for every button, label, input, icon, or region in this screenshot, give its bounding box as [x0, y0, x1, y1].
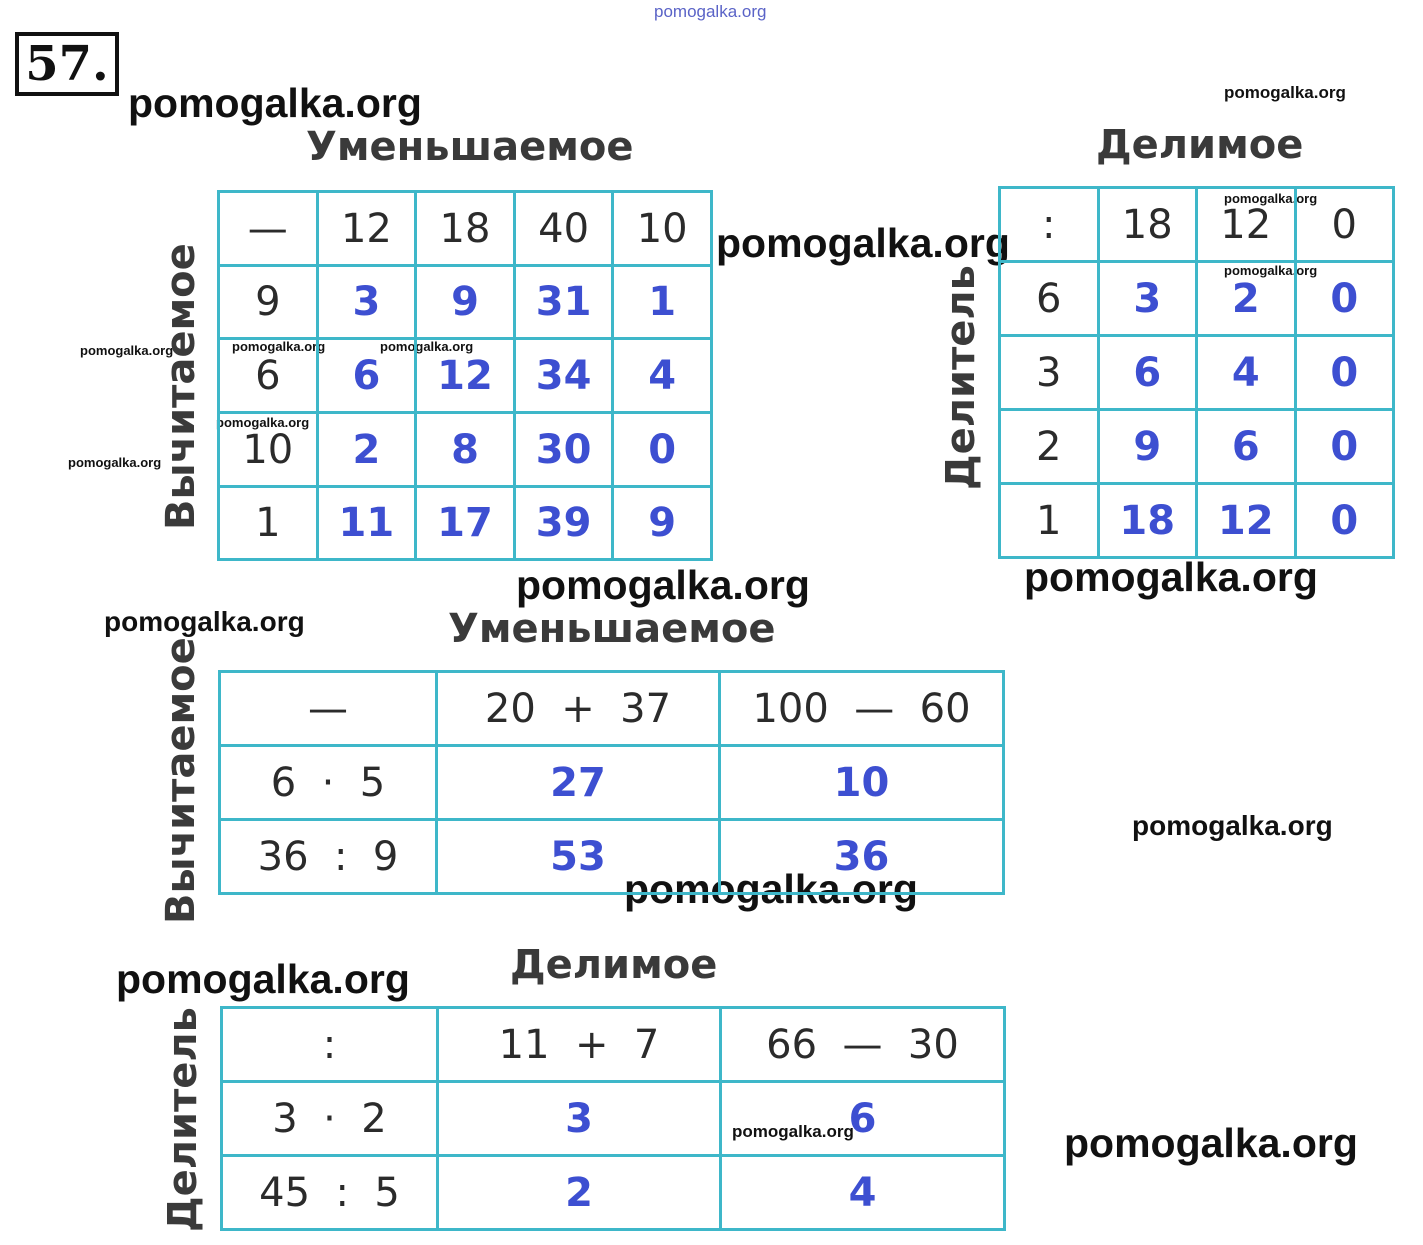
table1-answer-cell: 6 — [317, 339, 416, 413]
table4-answer-cell: 2 — [438, 1156, 721, 1230]
table2-col-header: 18 — [1098, 188, 1197, 262]
exercise-number: 57. — [15, 32, 119, 96]
table2-answer-cell: 6 — [1197, 410, 1296, 484]
watermark: pomogalka.org — [104, 606, 305, 637]
table4-answer-cell: 3 — [438, 1082, 721, 1156]
table3-row-header: 36 : 9 — [220, 820, 437, 894]
table2-answer-cell: 0 — [1295, 410, 1394, 484]
watermark: pomogalka.org — [1224, 263, 1318, 278]
table1-answer-cell: 8 — [416, 413, 515, 487]
table4-answer-cell: 6 — [721, 1082, 1005, 1156]
watermark: pomogalka.org — [1132, 810, 1333, 841]
table2-answer-cell: 0 — [1295, 484, 1394, 558]
table4-answer-cell: 4 — [721, 1156, 1005, 1230]
table4-row-heading: Делитель — [160, 1007, 206, 1232]
table3-col-header: 100 — 60 — [720, 672, 1004, 746]
table3-row-heading: Вычитаемое — [158, 637, 204, 924]
table2-row-header: 2 — [1000, 410, 1099, 484]
watermark: pomogalka.org — [516, 562, 810, 608]
table1-col-header: 12 — [317, 192, 416, 266]
table1-column-heading: Уменьшаемое — [306, 124, 634, 170]
table2-answer-cell: 6 — [1098, 336, 1197, 410]
table3-answer-cell: 27 — [437, 746, 720, 820]
table1-answer-cell: 9 — [613, 487, 712, 560]
table1-answer-cell: 9 — [416, 266, 515, 339]
table1-answer-cell: 4 — [613, 339, 712, 413]
table3-col-header: 20 + 37 — [437, 672, 720, 746]
table2-answer-cell: 3 — [1098, 262, 1197, 336]
table1-row-header: 10 — [219, 413, 318, 487]
watermark: pomogalka.org — [116, 956, 410, 1002]
watermark-top: pomogalka.org — [654, 2, 767, 21]
table1-answer-cell: 31 — [514, 266, 613, 339]
table2-row-header: 3 — [1000, 336, 1099, 410]
table1-corner: — — [219, 192, 318, 266]
table1-col-header: 10 — [613, 192, 712, 266]
table1-answer-cell: 17 — [416, 487, 515, 560]
table3-answer-cell: 10 — [720, 746, 1004, 820]
table3 — [218, 670, 1005, 895]
table2-answer-cell: 0 — [1295, 336, 1394, 410]
table1-row-header: 6 — [219, 339, 318, 413]
table2 — [998, 186, 1395, 559]
watermark: pomogalka.org — [1224, 83, 1346, 102]
table1 — [217, 190, 713, 561]
table4 — [220, 1006, 1006, 1231]
table2-col-header: 12 — [1197, 188, 1296, 262]
table2-row-heading: Делитель — [938, 265, 984, 490]
table1-answer-cell: 3 — [317, 266, 416, 339]
table1-answer-cell: 2 — [317, 413, 416, 487]
watermark: pomogalka.org — [1224, 191, 1318, 206]
table1-row-header: 1 — [219, 487, 318, 560]
table1-col-header: 18 — [416, 192, 515, 266]
table2-column-heading: Делимое — [1096, 122, 1304, 168]
table1-row-heading: Вычитаемое — [158, 243, 204, 530]
watermark: pomogalka.org — [624, 866, 918, 912]
watermark: pomogalka.org — [80, 343, 174, 358]
table2-corner: : — [1000, 188, 1099, 262]
table3-answer-cell: 36 — [720, 820, 1004, 894]
table4-col-header: 66 — 30 — [721, 1008, 1005, 1082]
table2-answer-cell: 0 — [1295, 262, 1394, 336]
watermark: pomogalka.org — [232, 339, 326, 354]
watermark: pomogalka.org — [1064, 1120, 1358, 1166]
table4-row-header: 45 : 5 — [222, 1156, 438, 1230]
watermark: pomogalka.org — [128, 80, 422, 126]
table2-answer-cell: 18 — [1098, 484, 1197, 558]
table1-answer-cell: 12 — [416, 339, 515, 413]
table1-answer-cell: 0 — [613, 413, 712, 487]
table2-row-header: 6 — [1000, 262, 1099, 336]
table4-row-header: 3 · 2 — [222, 1082, 438, 1156]
table1-row-header: 9 — [219, 266, 318, 339]
table1-answer-cell: 39 — [514, 487, 613, 560]
table4-col-header: 11 + 7 — [438, 1008, 721, 1082]
table1-answer-cell: 1 — [613, 266, 712, 339]
table2-col-header: 0 — [1295, 188, 1394, 262]
watermark: pomogalka.org — [1024, 554, 1318, 600]
table3-corner: — — [220, 672, 437, 746]
table1-answer-cell: 30 — [514, 413, 613, 487]
table2-answer-cell: 9 — [1098, 410, 1197, 484]
table1-answer-cell: 11 — [317, 487, 416, 560]
table4-column-heading: Делимое — [510, 942, 718, 988]
watermark: pomogalka.org — [716, 220, 1010, 266]
watermark: pomogalka.org — [380, 339, 474, 354]
table3-answer-cell: 53 — [437, 820, 720, 894]
table2-answer-cell: 12 — [1197, 484, 1296, 558]
table1-answer-cell: 34 — [514, 339, 613, 413]
table2-answer-cell: 2 — [1197, 262, 1296, 336]
table3-column-heading: Уменьшаемое — [448, 606, 776, 652]
table2-row-header: 1 — [1000, 484, 1099, 558]
watermark: pomogalka.org — [216, 415, 310, 430]
table4-corner: : — [222, 1008, 438, 1082]
table1-col-header: 40 — [514, 192, 613, 266]
table2-answer-cell: 4 — [1197, 336, 1296, 410]
table3-row-header: 6 · 5 — [220, 746, 437, 820]
watermark: pomogalka.org — [68, 455, 162, 470]
watermark: pomogalka.org — [732, 1122, 854, 1141]
